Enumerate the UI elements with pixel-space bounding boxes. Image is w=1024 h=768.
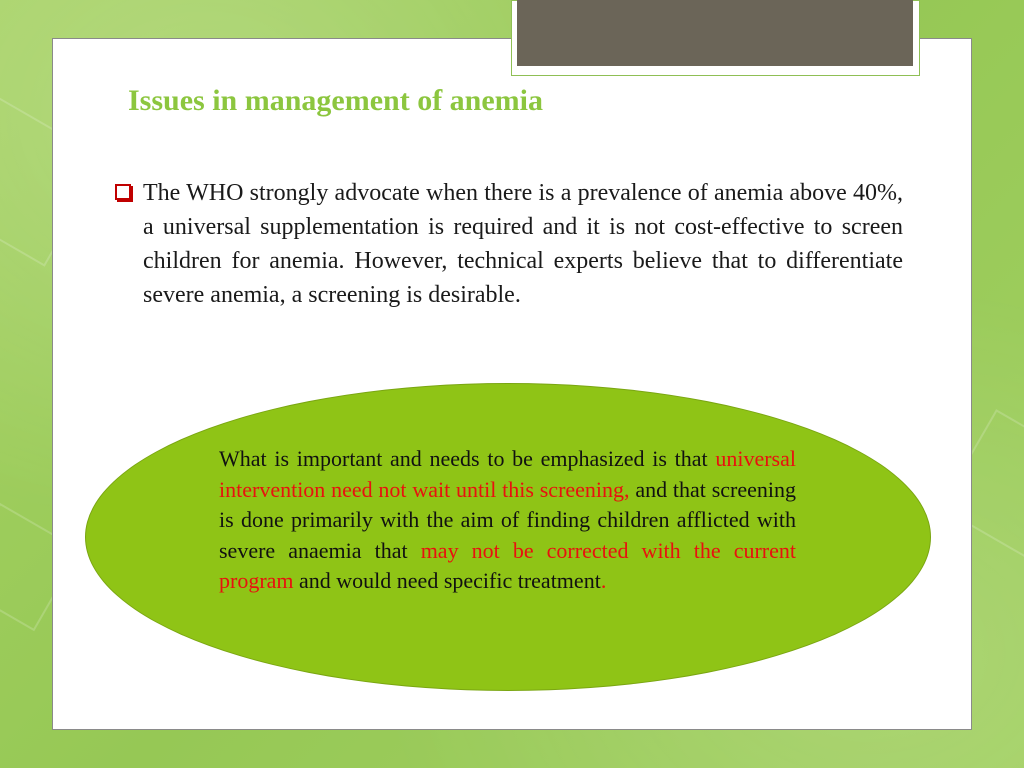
slide-title: Issues in management of anemia <box>128 84 544 117</box>
callout-text-part: What is important and needs to be emphasized is that <box>219 446 716 471</box>
bullet-text: The WHO strongly advocate when there is a prevalence of anemia above 40%, a universal supplementation is required and it is not cost-effective to screen children for anemia. However, technical experts believe that to differentiate severe anemia, a screening is desirable. <box>143 180 903 308</box>
bullet-item <box>115 176 903 312</box>
title-placeholder-block <box>517 0 913 66</box>
callout-text-part: and would need specific treatment <box>293 568 601 593</box>
callout-text-part: and that screening is done primarily with the aim of finding children afflicted with severe anaemia that <box>219 476 796 563</box>
callout-highlight: may not be corrected with the current program <box>219 537 796 593</box>
callout-end-mark: . <box>600 568 607 593</box>
callout-text <box>219 444 796 597</box>
callout-highlight: universal intervention need not wait until this screening, <box>219 446 796 502</box>
checkbox-bullet-icon <box>115 184 131 200</box>
